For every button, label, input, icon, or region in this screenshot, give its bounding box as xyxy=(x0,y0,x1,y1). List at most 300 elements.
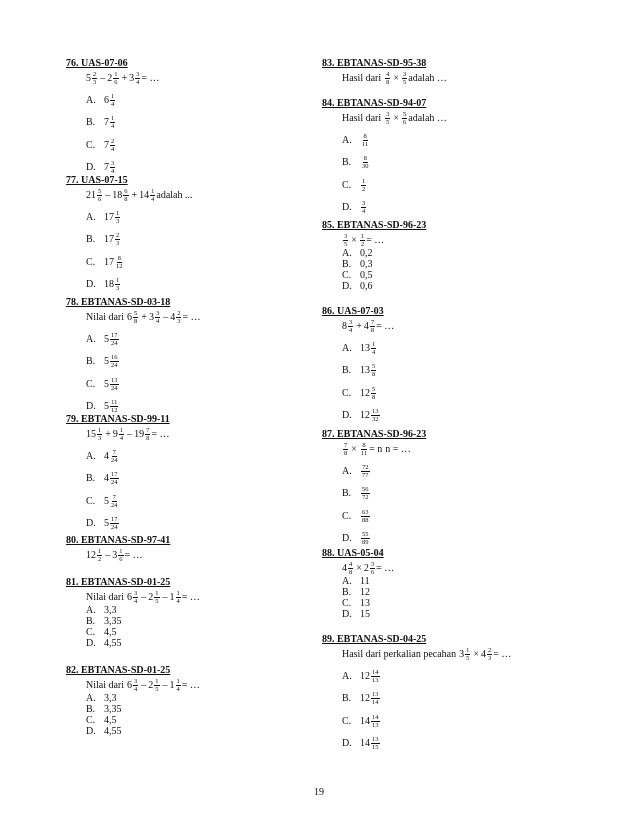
numerator: 1 xyxy=(176,589,180,597)
question-stem xyxy=(342,644,514,664)
numerator: 17 xyxy=(111,516,118,523)
answer-option xyxy=(86,207,121,227)
option-letter: D. xyxy=(86,637,96,649)
mixed-number xyxy=(104,232,121,247)
denominator: 5 xyxy=(466,654,470,662)
denominator: 6 xyxy=(370,568,375,576)
numerator: 2 xyxy=(111,137,115,145)
numerator: 1 xyxy=(155,589,159,597)
denominator: 4 xyxy=(176,685,180,693)
whole-part: 3 xyxy=(129,72,135,84)
whole-part: 12 xyxy=(360,387,370,399)
whole-part: 7 xyxy=(104,139,109,151)
option-letter: D. xyxy=(342,738,352,749)
fraction xyxy=(371,714,380,729)
option-letter: A. xyxy=(86,333,96,345)
fraction xyxy=(385,111,390,126)
whole-part: 17 xyxy=(104,211,114,223)
fraction xyxy=(110,354,119,369)
answer-option xyxy=(86,230,121,250)
answer-option xyxy=(86,637,122,649)
numerator: 7 xyxy=(370,318,375,326)
question-header: 83. EBTANAS-SD-95-38 xyxy=(322,58,427,69)
question-88 xyxy=(322,548,395,620)
whole-part: 13 xyxy=(360,365,370,376)
denominator: 8 xyxy=(124,195,128,203)
mixed-number xyxy=(127,310,139,325)
fraction xyxy=(361,486,370,501)
operator: – xyxy=(162,679,168,691)
answer-option xyxy=(342,383,377,403)
question-79 xyxy=(66,414,170,531)
numerator: 13 xyxy=(111,376,118,384)
denominator: 3 xyxy=(98,434,102,442)
mixed-number xyxy=(104,210,121,225)
whole-part: 5 xyxy=(104,356,109,367)
whole-part: 4 xyxy=(481,648,487,660)
option-letter: B. xyxy=(86,703,96,715)
mixed-number xyxy=(360,386,377,401)
option-value: 3,35 xyxy=(104,615,122,627)
stem-text: Hasil dari perkalian pecahan xyxy=(342,648,457,660)
option-letter: C. xyxy=(342,387,352,399)
denominator: 5 xyxy=(386,118,390,126)
question-78 xyxy=(66,297,201,414)
fraction xyxy=(110,138,115,153)
option-value: 4,5 xyxy=(104,714,117,726)
denominator: 8 xyxy=(372,371,376,378)
numerator: 55 xyxy=(362,531,369,538)
option-value: 4,55 xyxy=(104,637,122,649)
question-header: 78. EBTANAS-SD-03-18 xyxy=(66,297,171,308)
option-letter: A. xyxy=(86,604,96,616)
mixed-number xyxy=(149,310,161,325)
denominator: 13 xyxy=(372,676,379,684)
option-value: 4,55 xyxy=(104,725,122,737)
fraction xyxy=(110,494,119,509)
question-87 xyxy=(322,429,427,546)
option-letter: A. xyxy=(342,575,352,587)
whole-part: 3 xyxy=(459,648,465,660)
stem-text: = … xyxy=(366,234,385,246)
numerator: 3 xyxy=(349,318,353,326)
denominator: 2 xyxy=(360,240,365,248)
numerator: 56 xyxy=(362,486,369,493)
numerator: 5 xyxy=(372,363,376,370)
answer-option xyxy=(342,484,371,504)
question-header: 85. EBTANAS-SD-96-23 xyxy=(322,220,427,231)
fraction xyxy=(115,277,120,292)
numerator: 7 xyxy=(344,441,348,449)
answer-option xyxy=(342,130,370,150)
question-header: 88. UAS-05-04 xyxy=(322,548,384,559)
numerator: 14 xyxy=(372,668,379,676)
whole-part: 2 xyxy=(148,591,154,603)
numerator: 14 xyxy=(372,713,379,721)
option-letter: B. xyxy=(342,365,352,376)
answer-option xyxy=(86,275,121,295)
fraction xyxy=(360,233,365,248)
mixed-number xyxy=(104,93,116,108)
option-letter: B. xyxy=(86,117,96,128)
option-letter: D. xyxy=(86,518,96,529)
answer-option xyxy=(342,666,381,686)
answer-option xyxy=(86,352,120,372)
answer-option xyxy=(86,90,116,110)
denominator: 8 xyxy=(344,449,348,457)
option-letter: D. xyxy=(86,162,96,173)
numerator: 3 xyxy=(370,560,375,568)
numerator: 11 xyxy=(111,399,118,406)
whole-part: 12 xyxy=(360,670,370,682)
operator: × xyxy=(351,234,357,246)
denominator: 24 xyxy=(111,456,118,464)
numerator: 13 xyxy=(372,736,379,743)
stem-text: = … xyxy=(493,648,512,660)
fraction xyxy=(133,310,138,325)
numerator: 5 xyxy=(403,110,407,118)
numerator: 17 xyxy=(111,331,118,339)
option-value: 0,6 xyxy=(360,280,373,292)
option-value: 15 xyxy=(360,608,370,620)
numerator: 1 xyxy=(360,232,365,240)
fraction xyxy=(361,133,369,148)
fraction xyxy=(118,548,123,563)
mixed-number xyxy=(104,377,120,392)
operator: + xyxy=(131,189,138,201)
fraction xyxy=(371,341,376,356)
answer-option xyxy=(342,689,381,709)
mixed-number xyxy=(342,561,354,576)
option-letter: C. xyxy=(86,378,96,390)
whole-part: 4 xyxy=(363,320,369,332)
numerator: 8 xyxy=(363,155,367,162)
fraction xyxy=(115,255,124,270)
numerator: 3 xyxy=(134,589,138,597)
numerator: 3 xyxy=(386,110,390,118)
stem-text: Hasil dari xyxy=(342,112,382,124)
numerator: 7 xyxy=(112,448,116,456)
numerator: 1 xyxy=(466,646,470,654)
question-89 xyxy=(322,634,512,751)
whole-part: 7 xyxy=(104,162,109,173)
option-letter: D. xyxy=(86,279,96,290)
stem-text: = … xyxy=(376,320,395,332)
numerator: 4 xyxy=(349,560,353,568)
answer-option xyxy=(86,374,120,394)
numerator: 1 xyxy=(116,209,120,217)
option-letter: A. xyxy=(86,94,96,106)
mixed-number xyxy=(104,115,116,130)
whole-part: 7 xyxy=(104,117,109,128)
numerator: 4 xyxy=(386,70,390,78)
denominator: 6 xyxy=(403,118,407,126)
denominator: 89 xyxy=(362,539,369,546)
mixed-number xyxy=(170,590,182,605)
denominator: 8 xyxy=(134,317,138,325)
numerator: 2 xyxy=(488,646,492,654)
stem-text: = … xyxy=(181,591,200,603)
option-letter: D. xyxy=(342,202,352,213)
option-letter: A. xyxy=(86,450,96,462)
question-stem xyxy=(342,316,397,336)
fraction xyxy=(97,188,102,203)
fraction xyxy=(110,332,119,347)
question-85 xyxy=(322,220,427,292)
numerator: 1 xyxy=(114,70,118,78)
stem-text: Hasil dari xyxy=(342,72,382,84)
operator: – xyxy=(105,189,111,201)
operator: – xyxy=(141,679,147,691)
question-77 xyxy=(66,175,193,292)
fraction xyxy=(115,232,120,247)
numerator: 13 xyxy=(372,691,379,698)
mixed-number xyxy=(360,408,381,423)
fraction xyxy=(361,178,366,193)
denominator: 24 xyxy=(111,479,118,486)
denominator: 5 xyxy=(155,685,159,693)
option-letter: B. xyxy=(342,258,352,270)
whole-part: 3 xyxy=(148,311,154,323)
denominator: 4 xyxy=(349,326,353,334)
answer-option xyxy=(86,491,120,511)
numerator: 3 xyxy=(362,200,366,207)
denominator: 77 xyxy=(362,471,369,479)
denominator: 72 xyxy=(362,494,369,501)
mixed-number xyxy=(481,647,493,662)
stem-text: adalah … xyxy=(408,72,447,84)
whole-part: 21 xyxy=(86,189,96,201)
operator: – xyxy=(162,591,168,603)
option-letter: C. xyxy=(86,495,96,507)
option-value: 3,3 xyxy=(104,604,117,616)
option-value: 3,35 xyxy=(104,703,122,715)
denominator: 12 xyxy=(111,407,118,414)
fraction xyxy=(110,449,119,464)
operator: – xyxy=(163,311,169,323)
fraction xyxy=(133,678,138,693)
mixed-number xyxy=(360,714,381,729)
option-letter: A. xyxy=(86,692,96,704)
answer-option xyxy=(342,153,371,173)
question-76 xyxy=(66,58,160,175)
operator: × xyxy=(393,112,400,124)
denominator: 3 xyxy=(93,78,97,86)
option-letter: C. xyxy=(342,510,352,522)
option-letter: C. xyxy=(342,597,352,609)
question-stem xyxy=(86,307,204,327)
answer-option xyxy=(342,406,381,426)
denominator: 8 xyxy=(372,393,376,401)
operator: × xyxy=(473,648,480,660)
denominator: 8 xyxy=(146,434,150,442)
answer-option xyxy=(342,734,381,754)
whole-part: 14 xyxy=(360,715,370,727)
mixed-number xyxy=(364,561,376,576)
mixed-number xyxy=(360,200,367,215)
mixed-number xyxy=(127,590,139,605)
fraction xyxy=(343,442,348,457)
answer-option xyxy=(342,506,371,526)
whole-part: 5 xyxy=(104,333,109,345)
whole-part: 8 xyxy=(342,320,347,332)
whole-part: 13 xyxy=(360,342,370,354)
fraction xyxy=(110,516,119,531)
denominator: 6 xyxy=(98,195,102,203)
denominator: 6 xyxy=(114,78,118,86)
fraction xyxy=(361,531,370,546)
mixed-number xyxy=(129,71,141,86)
mixed-number xyxy=(134,427,151,442)
question-83 xyxy=(322,58,447,86)
whole-part: 3 xyxy=(112,549,118,561)
numerator: 63 xyxy=(362,508,369,516)
denominator: 32 xyxy=(372,416,379,423)
mixed-number xyxy=(104,332,120,347)
stem-text: = … xyxy=(124,549,143,561)
denominator: 4 xyxy=(111,100,115,108)
option-value: 3,3 xyxy=(104,692,117,704)
numerator: 1 xyxy=(98,547,102,555)
fraction xyxy=(150,188,155,203)
fraction xyxy=(348,561,353,576)
denominator: 4 xyxy=(134,685,138,693)
mixed-number xyxy=(139,188,156,203)
whole-part: 18 xyxy=(112,189,123,201)
denominator: 2 xyxy=(98,555,102,563)
operator: – xyxy=(141,591,147,603)
option-letter: A. xyxy=(342,247,352,259)
denominator: 3 xyxy=(177,317,181,325)
denominator: 4 xyxy=(372,348,376,356)
whole-part: 1 xyxy=(169,679,175,691)
numerator: 72 xyxy=(362,463,369,471)
answer-option xyxy=(342,529,371,549)
mixed-number xyxy=(360,178,367,193)
stem-text: = … xyxy=(181,679,200,691)
option-letter: D. xyxy=(342,280,352,292)
fraction xyxy=(110,377,119,392)
fraction xyxy=(343,233,348,248)
mixed-number xyxy=(104,399,120,414)
denominator: 3 xyxy=(488,654,492,662)
fraction xyxy=(371,363,376,378)
mixed-number xyxy=(104,160,116,175)
whole-part: 12 xyxy=(360,410,370,421)
denominator: 15 xyxy=(372,744,379,751)
whole-part: 5 xyxy=(86,72,91,84)
option-letter: B. xyxy=(86,473,96,484)
numerator: 1 xyxy=(119,547,123,555)
numerator: 1 xyxy=(111,92,115,100)
option-letter: B. xyxy=(86,356,96,367)
denominator: 24 xyxy=(111,384,118,392)
mixed-number xyxy=(86,548,103,563)
fraction xyxy=(360,442,368,457)
option-letter: C. xyxy=(342,179,352,191)
whole-part: 2 xyxy=(107,72,113,84)
answer-option xyxy=(86,329,120,349)
option-letter: D. xyxy=(86,725,96,737)
denominator: 4 xyxy=(111,123,115,130)
answer-option xyxy=(342,198,367,218)
question-84 xyxy=(322,98,447,215)
mixed-number xyxy=(459,647,471,662)
numerator: 2 xyxy=(116,232,120,239)
whole-part: 5 xyxy=(104,518,109,529)
denominator: 4 xyxy=(111,168,115,175)
whole-part: 17 xyxy=(104,234,114,245)
question-stem xyxy=(86,68,163,88)
whole-part: 5 xyxy=(104,495,109,507)
option-letter: A. xyxy=(342,342,352,354)
fraction xyxy=(465,647,470,662)
denominator: 88 xyxy=(362,516,369,524)
numerator: 17 xyxy=(111,471,118,478)
question-stem xyxy=(342,439,414,459)
whole-part: 6 xyxy=(127,311,133,323)
stem-text: adalah … xyxy=(408,112,447,124)
numerator: 1 xyxy=(116,277,120,284)
option-letter: C. xyxy=(86,626,96,638)
mixed-number xyxy=(127,678,139,693)
stem-text: = … xyxy=(151,428,170,440)
option-letter: C. xyxy=(342,715,352,727)
option-letter: D. xyxy=(342,533,352,544)
question-header: 82. EBTANAS-SD-01-25 xyxy=(66,665,171,676)
answer-option xyxy=(86,469,120,489)
fraction xyxy=(110,115,115,130)
question-81 xyxy=(66,577,200,649)
question-header: 84. EBTANAS-SD-94-07 xyxy=(322,98,427,109)
numerator: 8 xyxy=(363,132,367,140)
denominator: 4 xyxy=(362,208,366,215)
fraction xyxy=(97,548,102,563)
operator: + xyxy=(141,311,147,323)
mixed-number xyxy=(104,516,120,531)
option-letter: B. xyxy=(342,693,352,704)
operator: + xyxy=(356,320,362,332)
fraction xyxy=(371,386,376,401)
numerator: 1 xyxy=(362,177,366,185)
denominator: 5 xyxy=(155,597,159,605)
option-letter: A. xyxy=(342,465,352,477)
mixed-number xyxy=(113,427,125,442)
operator: + xyxy=(105,428,111,440)
operator: – xyxy=(105,549,111,561)
fraction xyxy=(487,647,492,662)
numerator: 7 xyxy=(146,426,150,434)
denominator: 30 xyxy=(362,163,369,170)
operator: × xyxy=(393,72,400,84)
answer-option xyxy=(342,175,367,195)
denominator: 5 xyxy=(344,240,348,248)
question-header: 87. EBTANAS-SD-96-23 xyxy=(322,429,427,440)
denominator: 24 xyxy=(111,339,118,347)
numerator: 7 xyxy=(112,493,116,501)
option-value: 0,3 xyxy=(360,258,373,270)
question-header: 89. EBTANAS-SD-04-25 xyxy=(322,634,427,645)
answer-option xyxy=(86,135,116,155)
fraction xyxy=(176,590,181,605)
numerator: 1 xyxy=(372,340,376,348)
whole-part: 19 xyxy=(134,428,145,440)
denominator: 4 xyxy=(119,434,124,442)
option-letter: C. xyxy=(86,256,96,268)
option-value: 4,5 xyxy=(104,626,117,638)
mixed-number xyxy=(360,486,371,501)
numerator: 1 xyxy=(98,426,102,434)
